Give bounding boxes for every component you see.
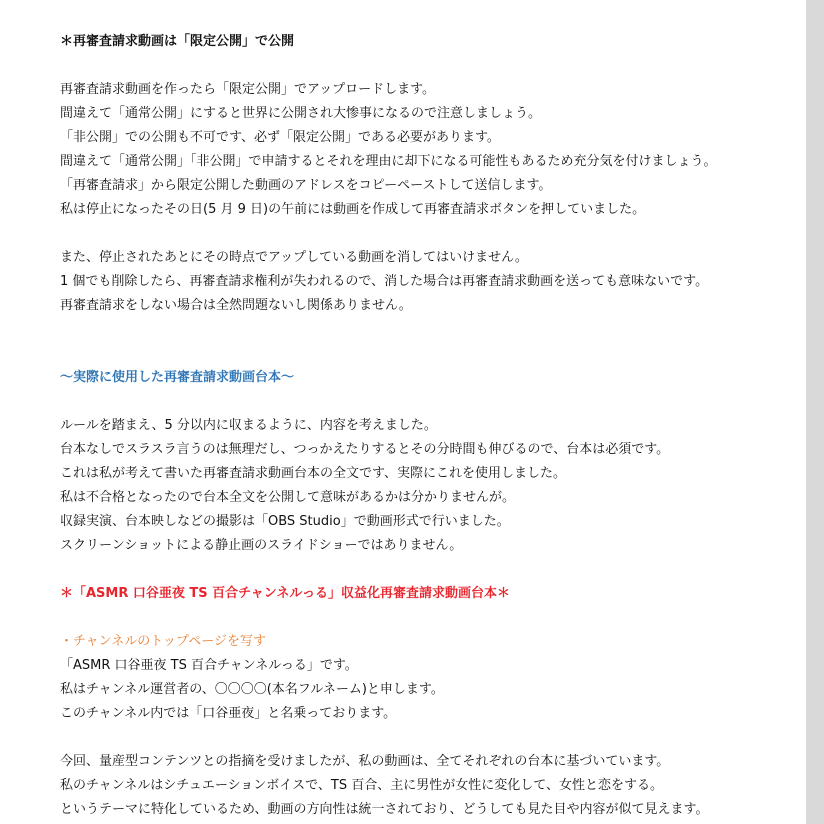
document-content <box>60 30 800 822</box>
paragraph-line: 「非公開」での公開も不可です、必ず「限定公開」である必要があります。 <box>60 130 500 145</box>
paragraph-line: 再審査請求動画を作ったら「限定公開」でアップロードします。 <box>60 82 436 97</box>
blank-line <box>60 390 800 414</box>
paragraph-line: このチャンネル内では「口谷亜夜」と名乗っております。 <box>60 706 397 721</box>
viewer-background <box>806 0 824 824</box>
blank-line <box>60 726 800 750</box>
paragraph-line: 間違えて「通常公開」「非公開」で申請するとそれを理由に却下になる可能性もあるため充分気を付けましょう。 <box>60 154 717 169</box>
blank-line <box>60 318 800 366</box>
paragraph-line: 私は停止になったその日(5 月 9 日)の午前には動画を作成して再審査請求ボタンを押していました。 <box>60 202 646 217</box>
paragraph-line: 再審査請求をしない場合は全然問題ないし関係ありません。 <box>60 298 412 313</box>
blank-line <box>60 222 800 246</box>
section-heading-script-title: ＊「ASMR 口谷亜夜 TS 百合チャンネルっる」収益化再審査請求動画台本＊ <box>60 586 511 601</box>
section-heading-script: ～実際に使用した再審査請求動画台本～ <box>60 370 295 385</box>
section-heading-limited-release: ＊再審査請求動画は「限定公開」で公開 <box>60 34 295 49</box>
paragraph-line: 間違えて「通常公開」にすると世界に公開され大惨事になるので注意しましょう。 <box>60 106 542 121</box>
paragraph-line: 私は不合格となったので台本全文を公開して意味があるかは分かりませんが。 <box>60 490 516 505</box>
blank-line <box>60 606 800 630</box>
paragraph-line: 私はチャンネル運営者の、〇〇〇〇(本名フルネーム)と申します。 <box>60 682 444 697</box>
paragraph-line: また、停止されたあとにその時点でアップしている動画を消してはいけません。 <box>60 250 528 265</box>
paragraph-line: 今回、量産型コンテンツとの指摘を受けましたが、私の動画は、全てそれぞれの台本に基づいています。 <box>60 754 670 769</box>
paragraph-line: 台本なしでスラスラ言うのは無理だし、つっかえたりするとその分時間も伸びるので、台本は必須です。 <box>60 442 670 457</box>
paragraph-line: スクリーンショットによる静止画のスライドショーではありません。 <box>60 538 463 553</box>
blank-line <box>60 558 800 582</box>
paragraph-line: これは私が考えて書いた再審査請求動画台本の全文です、実際にこれを使用しました。 <box>60 466 566 481</box>
paragraph-line: 「再審査請求」から限定公開した動画のアドレスをコピーペーストして送信します。 <box>60 178 552 193</box>
paragraph-line: というテーマに特化しているため、動画の方向性は統一されており、どうしても見た目や内容が似て見えます。 <box>60 802 709 817</box>
paragraph-line: 私のチャンネルはシチュエーションボイスで、TS 百合、主に男性が女性に変化して、女性と恋をする。 <box>60 778 663 793</box>
paragraph-line: 収録実演、台本映しなどの撮影は「OBS Studio」で動画形式で行いました。 <box>60 514 510 529</box>
paragraph-line: 1 個でも削除したら、再審査請求権利が失われるので、消した場合は再審査請求動画を送っても意味ないです。 <box>60 274 709 289</box>
paragraph-line: 「ASMR 口谷亜夜 TS 百合チャンネルっる」です。 <box>60 658 358 673</box>
blank-line <box>60 54 800 78</box>
paragraph-line: ルールを踏まえ、5 分以内に収まるように、内容を考えました。 <box>60 418 437 433</box>
subheading-top-page: ・チャンネルのトップページを写す <box>60 634 267 649</box>
